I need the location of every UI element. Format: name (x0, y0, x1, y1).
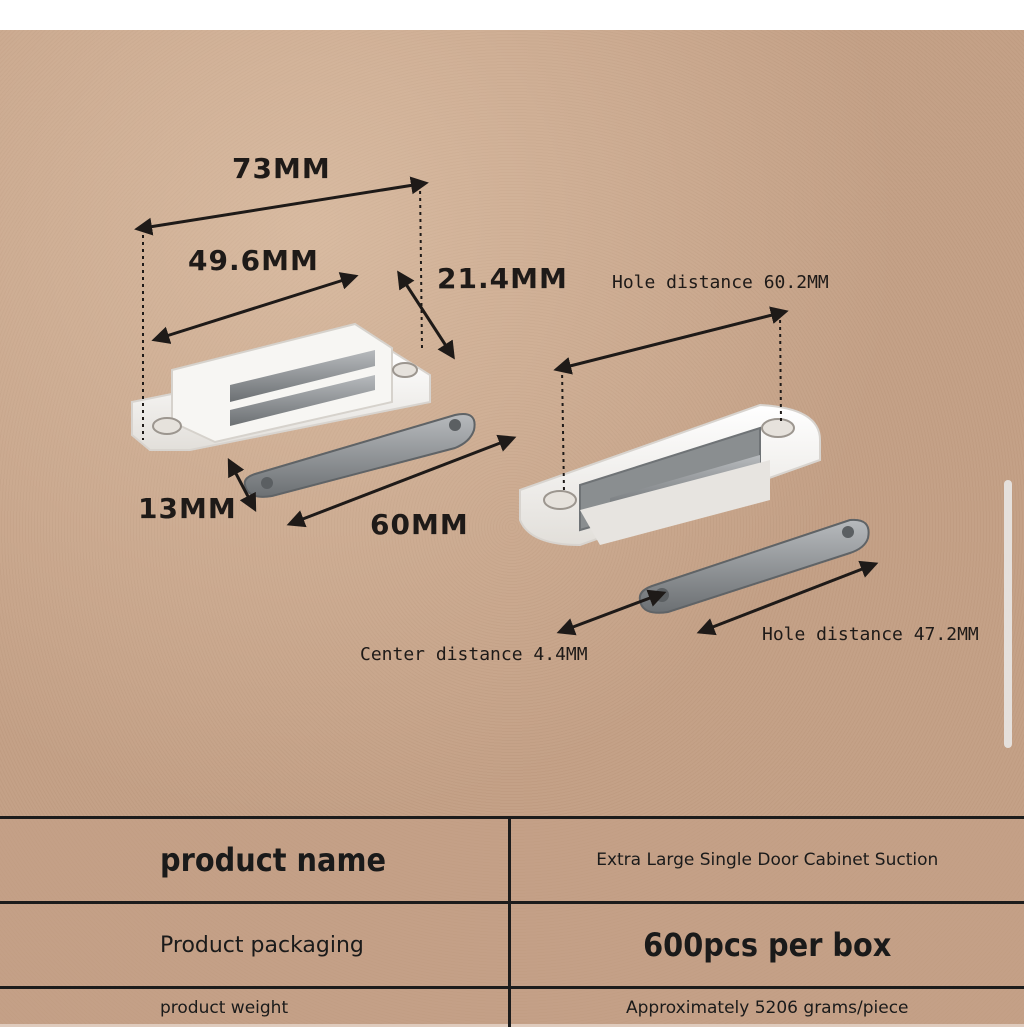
spec-key-packaging: Product packaging (0, 903, 509, 988)
label-center-distance: Center distance 4.4MM (360, 644, 588, 665)
label-body-length: 49.6MM (188, 244, 319, 277)
label-hole-distance-body: Hole distance 60.2MM (612, 272, 829, 293)
label-height: 21.4MM (437, 262, 568, 295)
scrollbar-thumb[interactable] (1004, 480, 1012, 748)
table-row (0, 903, 1024, 988)
spec-table (0, 816, 1024, 1027)
table-row (0, 988, 1024, 1027)
label-hole-distance-plate: Hole distance 47.2MM (762, 624, 979, 645)
spec-value-weight: Approximately 5206 grams/piece (509, 988, 1024, 1027)
right-strike-plate (640, 520, 869, 613)
spec-value-product-name: Extra Large Single Door Cabinet Suction (509, 818, 1024, 903)
table-row (0, 818, 1024, 903)
left-magnet-catch (132, 324, 430, 450)
label-overall-length: 73MM (232, 152, 331, 185)
spec-key-product-name: product name (0, 818, 509, 903)
label-plate-width: 13MM (138, 492, 237, 525)
spec-key-weight: product weight (0, 988, 509, 1027)
product-photo (0, 30, 1024, 816)
right-magnet-catch (520, 405, 820, 545)
label-plate-length: 60MM (370, 508, 469, 541)
spec-value-packaging: 600pcs per box (509, 903, 1024, 988)
